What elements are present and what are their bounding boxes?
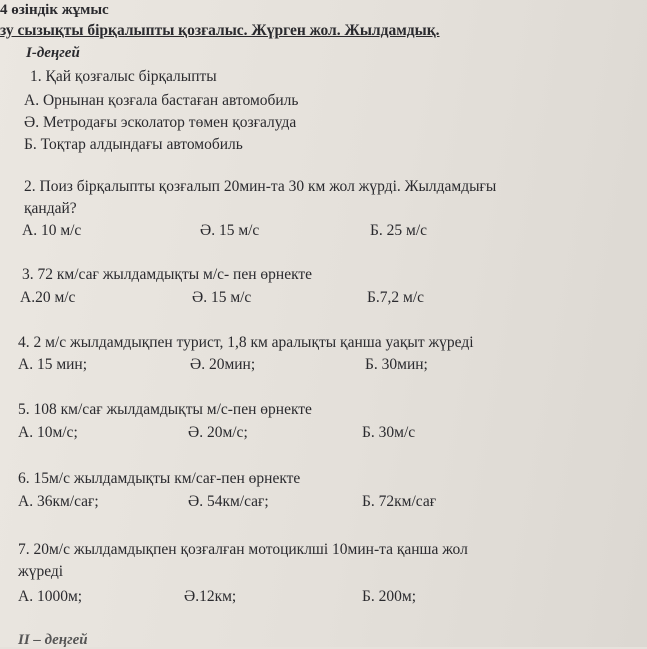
question-3-option-c: Б.7,2 м/с bbox=[367, 289, 425, 306]
question-7-text: 7. 20м/с жылдамдықпен қозғалған мотоциклші 10мин-та қанша жол bbox=[18, 541, 468, 558]
question-1-text: 1. Қай қозғалыс бірқалыпты bbox=[30, 68, 217, 85]
question-6-option-c: Б. 72км/сағ bbox=[362, 493, 437, 510]
question-4-option-a: А. 15 мин; bbox=[18, 356, 88, 373]
question-2-option-a: А. 10 м/с bbox=[22, 222, 82, 239]
question-1-option-c: Б. Тоқтар алдындағы автомобиль bbox=[24, 136, 243, 153]
question-2-option-c: Б. 25 м/с bbox=[370, 222, 428, 239]
question-2-option-b: Ә. 15 м/с bbox=[200, 222, 260, 239]
question-5-option-a: А. 10м/с; bbox=[18, 424, 78, 441]
question-1-option-b: Ә. Метродағы эсколатор төмен қозғалуда bbox=[24, 114, 297, 131]
question-3-option-a: А.20 м/с bbox=[20, 289, 76, 306]
question-3-option-b: Ә. 15 м/с bbox=[192, 289, 252, 306]
question-3-text: 3. 72 км/сағ жылдамдықты м/с- пен өрнекте bbox=[22, 266, 313, 283]
question-7-text-cont: жүреді bbox=[18, 563, 64, 580]
level-2-heading: ІІ – деңгей bbox=[18, 632, 88, 648]
question-2-text: 2. Поиз бірқалыпты қозғалып 20мин-та 30 км жол жүрді. Жылдамдығы bbox=[24, 178, 497, 195]
question-5-option-c: Б. 30м/с bbox=[362, 424, 416, 441]
question-7-option-c: Б. 200м; bbox=[362, 588, 417, 605]
question-4-text: 4. 2 м/с жылдамдықпен турист, 1,8 км аралықты қанша уақыт жүреді bbox=[18, 334, 474, 351]
topic-title bbox=[0, 22, 440, 40]
question-6-text: 6. 15м/с жылдамдықты км/сағ-пен өрнекте bbox=[18, 470, 301, 487]
question-5-option-b: Ә. 20м/с; bbox=[188, 424, 248, 441]
question-7-option-a: А. 1000м; bbox=[18, 588, 83, 605]
question-4-option-b: Ә. 20мин; bbox=[190, 356, 256, 373]
question-1-option-a: А. Орнынан қозғала бастаған автомобиль bbox=[24, 92, 299, 109]
level-heading: І-деңгей bbox=[26, 45, 80, 61]
topic-title-text: зу сызықты бірқалыпты қозғалыс. Жүрген жол. Жылдамдық. bbox=[0, 22, 440, 39]
question-5-text: 5. 108 км/сағ жылдамдықты м/с-пен өрнекте bbox=[18, 401, 312, 418]
question-2-text-cont: қандай? bbox=[24, 200, 77, 217]
question-4-option-c: Б. 30мин; bbox=[365, 356, 428, 373]
worksheet-number: 4 өзіндік жұмыс bbox=[0, 2, 109, 18]
question-7-option-b: Ә.12км; bbox=[184, 588, 237, 605]
question-6-option-b: Ә. 54км/сағ; bbox=[188, 493, 269, 510]
question-6-option-a: А. 36км/сағ; bbox=[18, 493, 99, 510]
